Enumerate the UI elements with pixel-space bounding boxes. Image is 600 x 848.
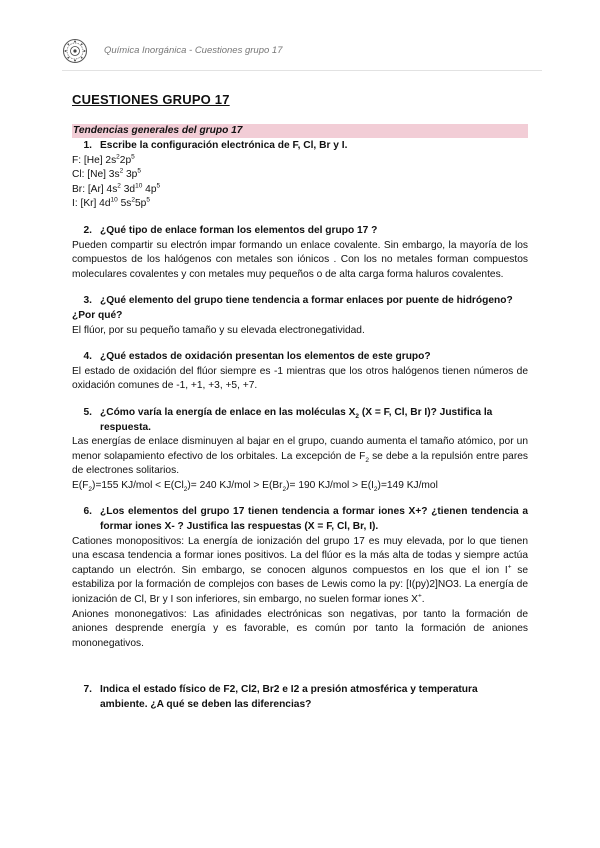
question-text: ¿Cómo varía la energía de enlace en las moléculas $X_2$ (X = F, Cl, Br I)? Justifica la respuesta.	[100, 406, 493, 433]
config-line-i: I: [Kr] $4d^{10}$ $5s^25p^5$	[72, 196, 150, 210]
question-6	[72, 505, 528, 534]
question-text: ¿Los elementos del grupo 17 tienen tendencia a formar iones X+? ¿tienen tendencia a formar iones X- ? Justifica las respuestas (X = F, Cl, Br, I).	[100, 506, 528, 533]
answer-3: El flúor, por su pequeño tamaño y su elevada electronegatividad.	[72, 324, 365, 336]
section-heading: Tendencias generales del grupo 17	[72, 124, 528, 138]
question-text: Indica el estado físico de F2, Cl2, Br2 e I2 a presión atmosférica y temperatura ambiente. ¿A qué se deben las diferencias?	[100, 684, 478, 710]
question-text: ¿Qué elemento del grupo tiene tendencia a formar enlaces por puente de hidrógeno? ¿Por qué?	[72, 295, 513, 321]
question-number: 1.	[83, 140, 92, 151]
question-text: ¿Qué estados de oxidación presentan los elementos de este grupo?	[100, 351, 431, 363]
question-number: 3.	[83, 295, 92, 307]
university-logo-icon	[62, 38, 88, 64]
page-header	[62, 38, 542, 64]
document-body	[72, 92, 528, 713]
question-number: 2.	[83, 224, 92, 236]
answer-5: Las energías de enlace disminuyen al bajar en el grupo, cuando aumenta el tamaño atómico, por un menor solapamiento efectivo de los orbitales. La excepción de $F_2$ se debe a la repulsión entre pares de electrones solitarios.	[72, 436, 528, 477]
config-list	[72, 154, 528, 212]
question-number: 7.	[83, 684, 92, 696]
question-text: Escribe la configuración electrónica de F, Cl, Br y I.	[100, 140, 348, 151]
question-number: 4.	[83, 351, 92, 363]
page-title: CUESTIONES GRUPO 17	[72, 92, 230, 107]
answer-4: El estado de oxidación del flúor siempre es -1 mientras que los otros halógenos tienen números de oxidación comunes de -1, +1, +3, +5, +7.	[72, 365, 528, 392]
question-3	[72, 294, 528, 323]
bond-energies-line: $E(F_2)=155$ $KJ/mol < E(Cl_2)= 240$ $KJ/mol > E(Br_2)= 190$ $KJ/mol > E(I_2)=149$ KJ/mol	[72, 479, 438, 493]
answer-2: Pueden compartir su electrón impar formando un enlace covalente. Sin embargo, la mayoría de los compuestos de los halógenos con metales son iónicos . Con los no metales forman compuestos moleculares covalentes y con metales muy pequeños o de alta carga forma haluros covalentes.	[72, 239, 528, 280]
question-text: ¿Qué tipo de enlace forman los elementos del grupo 17 ?	[100, 224, 378, 236]
config-line-f: F: [He] $2s^22p^5$	[72, 153, 135, 166]
question-7	[72, 683, 528, 712]
question-number: 5.	[83, 406, 92, 418]
header-title: Química Inorgánica - Cuestiones grupo 17	[104, 45, 283, 56]
config-line-cl: Cl: [Ne] $3s^2$ $3p^5$	[72, 167, 141, 181]
answer-6-cations: Cationes monopositivos: La energía de ionización del grupo 17 es muy elevada, por lo que tienen una escasa tendencia a formar iones positivos. La del flúor es la más alta de todas y siempre actúa captando un electrón. Sin embargo, se conocen algunos compuestos en los que el ion I+ se estabiliza por la formación de complejos con bases de Lewis como la py: [I(py)2]NO3. La energía de ionización de Cl, Br y I son inferiores, sin embargo, no suelen formar iones X+.	[72, 535, 528, 606]
question-4	[72, 350, 528, 365]
header-divider	[62, 70, 542, 71]
question-5	[72, 406, 528, 435]
question-1	[72, 139, 528, 154]
question-number: 6.	[83, 506, 92, 518]
question-2	[72, 224, 528, 239]
answer-6-anions: Aniones mononegativos: Las afinidades electrónicas son negativas, por tanto la formación de aniones desprende energía y es favorable, es común por tanto la formación de aniones mononegativos.	[72, 608, 528, 649]
config-line-br: Br: [Ar] $4s^2$ $3d^{10}$ $4p^5$	[72, 182, 161, 195]
